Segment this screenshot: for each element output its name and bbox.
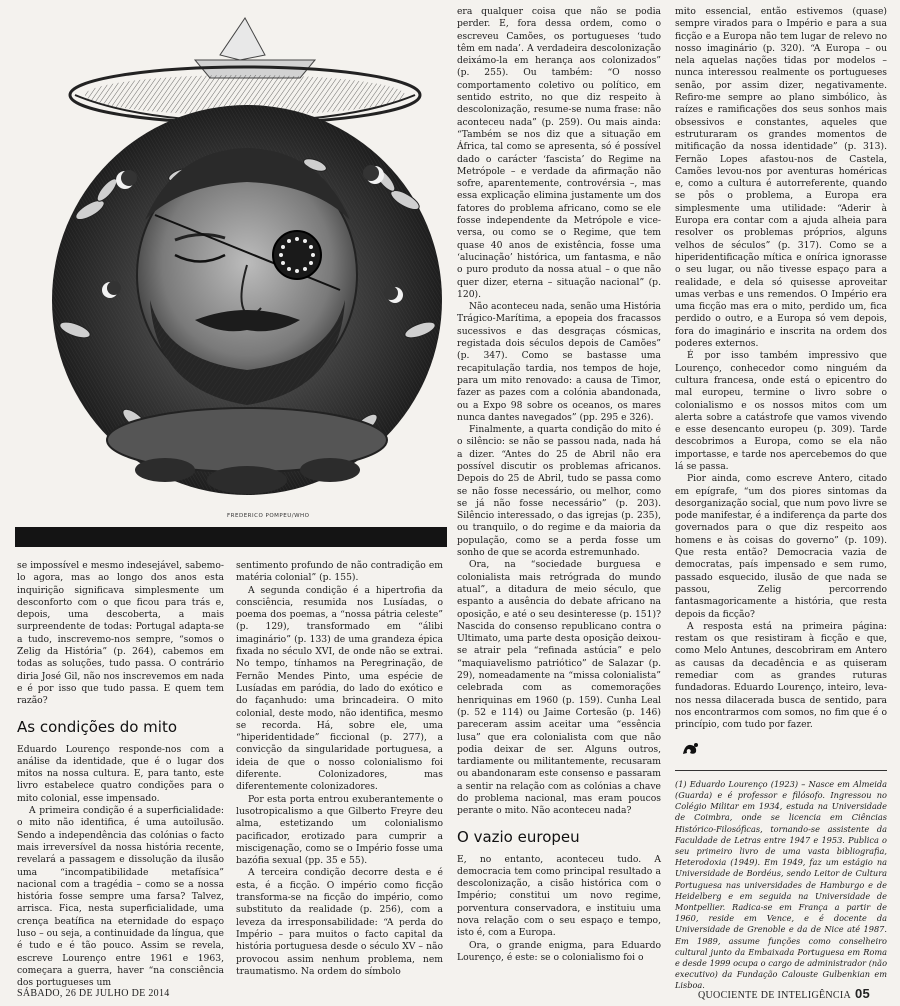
paragraph: Finalmente, a quarta condição do mito é o silêncio: se não se passou nada, nada há a dizer. “Antes do 25 de Abril não era possível discutir os problemas africanos. Depois do 25 de Abril, tudo se passa como se não fosse necessário, ou melhor, como se já não fosse necessário” (p. 203). Silêncio interessado, o das igrejas (p. 235), ou tranquilo, o do regime e da maioria da população, como se a perda fosse um sonho de que se acorda estremunhado.	[457, 424, 661, 559]
footnote-divider	[675, 770, 887, 771]
paragraph: Ora, o grande enigma, para Eduardo Lourenço, é este: se o colonialismo foi o	[457, 939, 661, 963]
paragraph: A segunda condição é a hipertrofia da consciência, resumida nos Lusíadas, o poema dos poemas, a “nossa pátria celeste” (p. 129), transformado em “álibi imaginário” (p. 133) de uma grandeza épica fixada no século XVI, de onde não se extrai. No tempo, tínhamos na Peregrinação, de Fernão Mendes Pinto, uma espécie de Lusíadas em paródia, do lado do exótico e do façanhudo: uma brincadeira. O mito colonial, deste modo, não identifica, mesmo se recorda. Há, sobre ele, uma “hiperidentidade” ficcional (p. 277), a convicção da singularidade portuguesa, a ideia de que o nosso colonialismo foi diferente. Colonizadores, mas diferentemente colonizadores.	[236, 584, 443, 793]
paragraph: A terceira condição decorre desta e é esta, é a ficção. O império como ficção transforma-se na ficção do império, como substituto da realidade (p. 256), com a leveza da irresponsabilidade: “A perda do Império – para muitos o facto capital da história portuguesa desde o século XV – não provocou assim nenhum problema, nem traumatismo. Na ordem do símbolo	[236, 867, 443, 977]
footer-section	[698, 986, 870, 1001]
column-middle	[236, 560, 443, 980]
illustration-credit: FREDERICO POMPEU/WHO	[227, 513, 310, 519]
paragraph: E, no entanto, aconteceu tudo. A democracia tem como principal resultado a descolonização, a cisão histórica com o Império; constitui um novo regime, porventura conservadora, e instituiu uma nova relação com o seu espaço e tempo, isto é, com a Europa.	[457, 853, 661, 939]
paragraph: É por isso também impressivo que Lourenço, conhecedor como ninguém da cultura francesa, onde está o epicentro do mal europeu, termine o livro sobre o colonialismo e os nossos mitos com um alerta sobre a catástrofe que vamos vivendo e esse desencanto europeu (p. 309). Tarde descobrimos a Europa, como se ela não importasse, e tarde nos apercebemos do que lá se passa.	[675, 350, 887, 472]
footer-date: SÁBADO, 26 DE JULHO DE 2014	[17, 988, 170, 999]
portrait-illustration	[15, 0, 447, 525]
paragraph: Por esta porta entrou exuberantemente o lusotropicalismo a que Gilberto Freyre deu alma, estetizando um colonialismo pacificador, erotizado para cumprir a miscigenação, como se o Império fosse uma bazófia sexual (pp. 35 e 55).	[236, 793, 443, 867]
section-heading: As condições do mito	[17, 717, 178, 736]
end-of-article-icon	[681, 742, 699, 756]
paragraph: era qualquer coisa que não se podia perder. E, fora dessa ordem, como o escreveu Camões, os portugueses ‘tudo têm em nada’. A verdadeira descolonização deixámo-la em herança aos colonizados” (p. 255). Ou também: “O nosso comportamento coletivo ou político, em sentido estrito, no que diz respeito à descolonização, resume-se numa frase: não aconteceu nada” (p. 259). Ou mais ainda: “Também se nos diz que a situação em África, tal como se apresenta, só é possível dado o carácter ‘fascista’ do Regime na Metrópole – e verdade da afirmação não sofre, aparentemente, controvérsia –, mas essa explicação elimina justamente um dos fatores do problema africano, como se ele fosse independente da Metrópole e vice-versa, ou como se o Regime, que tem quase 40 anos de existência, fosse uma ‘alucinação’ histórica, um fantasma, e não o puro produto da nossa atual – o que não quer dizer, eterna – situação nacional” (p. 120).	[457, 6, 661, 300]
section-heading: O vazio europeu	[457, 827, 580, 846]
paragraph: sentimento profundo de não contradição em matéria colonial” (p. 155).	[236, 560, 443, 584]
footnote: (1) Eduardo Lourenço (1923) – Nasce em Almeida (Guarda) e é professor e filósofo. Ingressou no Colégio Militar em 1934, estuda na Universidade de Coimbra, onde se licencia em Ciências Histórico-Filosóficas, tornando-se assistente da Faculdade de Letras entre 1947 e 1953. Publica o seu primeiro livro de uma vasta bibliografia, Heterodoxia (1949). Em 1949, faz um estágio na Universidade de Bordéus, sendo Leitor de Cultura Portuguesa nas universidades de Hamburgo e de Heidelberg e em seguida na Universidade de Montpellier. Radica-se em França a partir de 1960, reside em Vence, e é docente da Universidade de Grenoble e da de Nice até 1987. Em 1989, assume funções como conselheiro cultural junto da Embaixada Portuguesa em Roma e desde 1999 ocupa o cargo de administrador (não executivo) da Fundação Calouste Gulbenkian em Lisboa.	[675, 778, 887, 991]
paragraph: Pior ainda, como escreve Antero, citado em epígrafe, “um dos piores sintomas da desorganização social, que num povo livre se pode manifestar, é a indiferença da parte dos governados para o que diz respeito aos homens e às coisas do governo” (p. 109). Que resta então? Democracia vazia de democratas, país impensado e sem rumo, passado esquecido, ilusão de que nada se passou, Zelig percorrendo fantasmagoricamente a história, que resta depois da ficção?	[675, 473, 887, 620]
paragraph: A resposta está na primeira página: restam os que resistiram à ficção e que, como Melo Antunes, descobriram em Antero as causas da decadência e as quiseram remediar com as grandes ruturas fundadoras. Eduardo Lourenço, inteiro, leva-nos nessa dilacerada busca de sentido, para nos encontrarmos com somos, no fim que é o princípio, com tudo por fazer.	[675, 620, 887, 731]
paragraph: A primeira condição é a superficialidade: o mito não identifica, é uma autoilusão. Sendo a independência das colónias o facto mais irreversível da nossa história recente, revelará a passagem e dissolução da ilusão uma “incompatibilidade metafísica” nacional com a tragédia – como se a nossa história fosse sempre uma farsa? Talvez, arrisca. Fica, nesta superficialidade, uma crença beatífica na eternidade do espaço luso – ou seja, a continuidade da língua, que é tudo e é tão pouco. Assim se revela, escreve Lourenço entre 1961 e 1963, começara a guerra, haver “na consciência dos portugueses um	[17, 805, 224, 989]
column-right	[675, 6, 887, 991]
boat-sail	[220, 18, 265, 60]
paragraph: Eduardo Lourenço responde-nos com a análise da identidade, que é o lugar dos mitos na nossa cultura. E, para tanto, este livro estabelece quatro condições para o mito colonial, esse impensado.	[17, 743, 224, 804]
column-left	[17, 560, 224, 989]
column-center	[457, 6, 661, 982]
divider-bar	[15, 527, 447, 547]
paragraph: Não aconteceu nada, senão uma História Trágico-Marítima, a epopeia dos fracassos sucessivos e das desgraças cósmicas, registada dois séculos depois de Camões” (p. 347). Como se bastasse uma recapitulação tardia, nos tempos de hoje, para um mito renovado: a causa de Timor, fazer as pazes com a colónia abandonada, ou a Expo 98 sobre os oceanos, os mares nunca dantes navegados” (pp. 295 e 326).	[457, 301, 661, 423]
footer-section-title: QUOCIENTE DE INTELIGÊNCIA	[698, 990, 852, 1001]
illustration	[15, 0, 447, 525]
paragraph: mito essencial, então estivemos (quase) sempre virados para o Império e para a sua ficção e a Europa não tem lugar de relevo no nosso imaginário (p. 320). “A Europa – ou nela aquelas nações tidas por modelos – nunca interessou realmente os portugueses senão, por assim dizer, negativamente. Refiro-me sempre ao plano simbólico, às raízes e ramificações dos seus sonhos mais obsessivos e constantes, aqueles que estruturaram os grandes momentos de mitificação da nossa identidade” (p. 313). Fernão Lopes afastou-nos de Castela, Camões levou-nos por aventuras homéricas e, como a cultura é autorreferente, quando se pôs o problema, a Europa era simplesmente uma utilidade: “Aderir à Europa era contar com a ajuda alheia para resolver os problemas próprios, alguns velhos de séculos” (p. 317). Como se a hiperidentificação mítica e onírica ignorasse o seu lugar, ou não tivesse espaço para a realidade, e dela só quisesse aproveitar umas verbas e uns remendos. O Império era uma ficção mas era o mito, perdido um, fica perdido o outro, e a Europa só vem depois, fora do imaginário e inscrita na ordem dos poderes externos.	[675, 6, 887, 350]
page-number: 05	[855, 986, 871, 1001]
paragraph: se impossível e mesmo indesejável, sabemo-lo agora, mas ao longo dos anos esta inquirição significava simplesmente um desconforto com o que ficou para trás e, depois, uma descoberta, a mais surpreendente de todas: Portugal adapta-se a tudo, inscrevemo-nos sempre, “somos o Zelig da História” (p. 264), cabemos em todas as soluções, tudo passa. O contrário diria José Gil, não nos inscrevemos em nada e é por isso que tudo passa. E quem tem razão?	[17, 560, 224, 707]
paragraph: Ora, na “sociedade burguesa e colonialista mais retrógrada do mundo atual”, a ditadura de meio século, que espanto a ausência do debate africano na oposição, e até o seu desinteresse (p. 151)? Nascida do consenso republicano contra o Ultimato, uma parte desta oposição deixou-se atrair pela “refinada astúcia” e pelo “maquiavelismo patriótico” de Salazar (p. 29), nomeadamente na “missa colonialista” celebrada com as comemorações henriquinas em 1960 (p. 159). Cunha Leal (p. 52 e 114) ou Jaime Cortesão (p. 146) pareceram assim aceitar uma “essência lusa” que era colonialista com que não podia deixar de ser. Alguns outros, tardiamente ou militantemente, recusaram ou abandonaram este consenso e passaram a sentir na relação com as colónias a chave do problema nacional, mas eram poucos perante o mito. Não aconteceu nada?	[457, 559, 661, 817]
